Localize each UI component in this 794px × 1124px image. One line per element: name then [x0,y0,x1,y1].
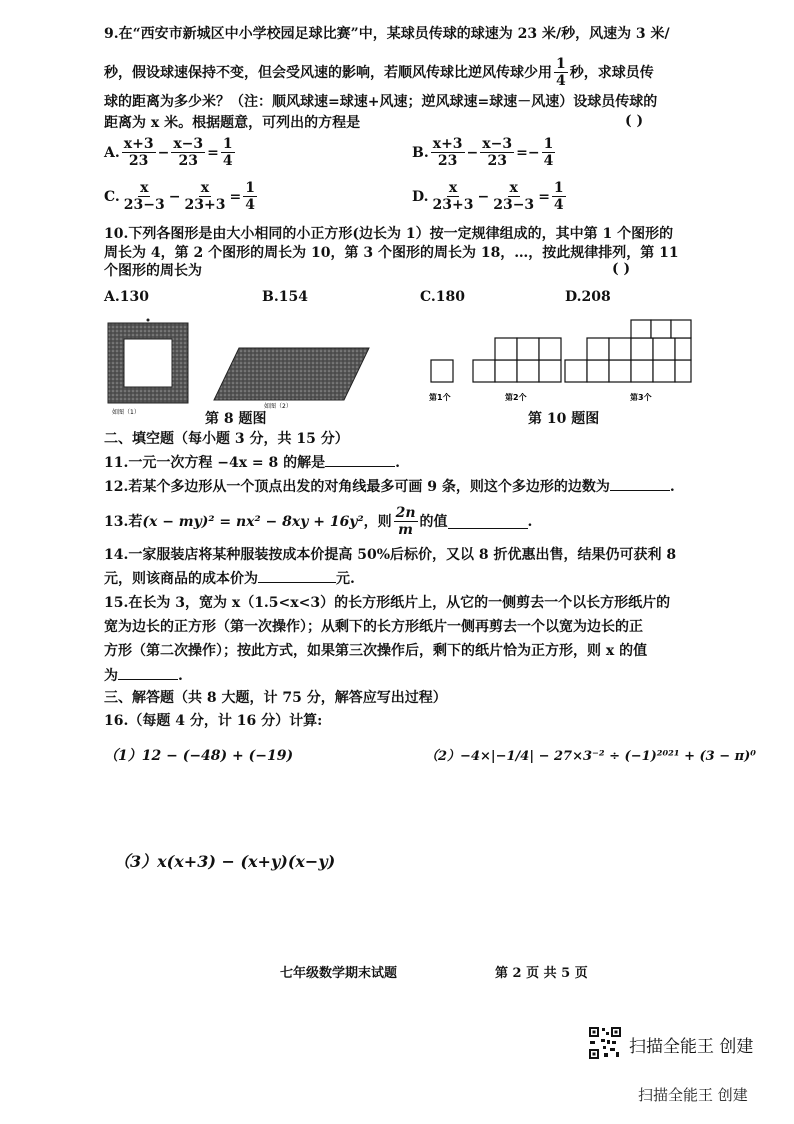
q16-heading: 16.（每题 4 分，计 16 分）计算: [104,713,323,729]
q16-part2: （2）−4×|−1/4| − 27×3⁻² ÷ (−1)²⁰²¹ + (3 − π)⁰ [425,749,756,764]
qr-code-icon [588,1026,622,1060]
q9-line4: 距离为 x 米。根据题意，可列出的方程是 [104,115,361,131]
footer-title: 七年级数学期末试题 [280,966,398,981]
q9-fraction [554,56,568,89]
q13-text-a: 13.若 [104,513,143,530]
frac-den: 23 [128,153,149,169]
opt-frac2 [171,136,205,169]
fig10-shape3-square [565,360,587,382]
frac-num: 1 [222,136,233,152]
q15-line4: 为 . [104,665,183,686]
q9-line3: 球的距离为多少米？（注：顺风球速=球速+风速；逆风球速=球速－风速）设球员传球的 [104,94,658,110]
q10-option-a: A.130 [104,289,149,305]
opt-op: − [466,144,479,161]
opt-frac1 [122,180,167,213]
q13-text-b: ，则 [363,513,392,530]
q13-text-c: 的值 [419,513,448,530]
q9-option-d [412,180,568,213]
fig10-shape3-square [631,338,653,360]
frac-num: x [509,180,518,196]
opt-op: − [168,188,181,205]
opt-eq: = [516,144,528,161]
q12: 12.若某个多边形从一个顶点出发的对角线最多可画 9 条，则这个多边形的边数为 . [104,476,675,497]
opt-op: − [477,188,490,205]
opt-frac3 [542,136,556,169]
opt-frac3 [221,136,235,169]
opt-sign: − [527,144,540,161]
q9-line2-text-a: 秒，假设球速保持不变，但会受风速的影响，若顺风传球比逆风传球少用 [104,64,552,81]
section3-title: 三、解答题（共 8 大题，计 75 分，解答应写出过程） [104,690,447,706]
q15-text-d: 为 [104,668,118,684]
q9-line2-text-b: 秒，求球员传 [569,64,654,81]
opt-frac1 [431,180,476,213]
q10-option-d: D.208 [565,289,611,305]
q9-frac-num: 1 [556,56,566,72]
q10-line2: 周长为 4，第 2 个图形的周长为 10，第 3 个图形的周长为 18，…，按此规律排列，第 11 [104,245,679,261]
q11-text: 11.一元一次方程 −4x = 8 的解是 [104,455,326,471]
q13-frac-num: 2n [395,505,416,521]
q14-blank [258,568,336,583]
opt-eq: = [538,188,550,205]
opt-eq: = [207,144,219,161]
q9-line2 [104,56,654,89]
q10-line3: 个图形的周长为 [104,263,202,279]
frac-den: 4 [553,197,564,213]
frac-num: 1 [553,180,564,196]
q14-line1: 14.一家服装店将某种服装按成本价提高 50%后标价，又以 8 折优惠出售，结果仍可获利 8 [104,547,677,563]
fig10-shape2-square [517,338,539,360]
fig8-label1: 如图（1） [112,409,140,416]
fig10-shape2-square [495,338,517,360]
fig10-shape3-square [653,338,675,360]
fig10-shape1-square [431,360,453,382]
fig10-shape3-square [587,338,609,360]
fig8-parallelogram [214,348,369,400]
q9-option-c [104,180,259,213]
opt-frac1 [122,136,156,169]
frac-den: 4 [543,153,554,169]
q16-part1: （1）12 − (−48) + (−19) [104,748,294,764]
q12-blank [610,476,670,491]
q15-line2: 宽为边长的正方形（第一次操作）；从剩下的长方形纸片一侧再剪去一个以宽为边长的正 [104,619,643,635]
section2-title: 二、填空题（每小题 3 分，共 15 分） [104,431,349,447]
fig10-shape2-square [517,360,539,382]
fig10-shape3-square [609,360,631,382]
fig10-shape3-square [651,320,671,338]
fig10-shape3-square [587,360,609,382]
q13: 13.若 (x − my)² = nx² − 8xy + 16y² ，则 $\frac{2n}{m}$ 的值 . [104,505,533,538]
fig8-inner-square [124,339,172,387]
frac-den: 23−3 [123,197,165,213]
q10-line1: 10.下列各图形是由大小相同的小正方形(边长为 1）按一定规律组成的，其中第 1 个图形的 [104,226,674,242]
footer-page-number: 第 2 页 共 5 页 [495,966,588,981]
q10-option-b: B.154 [262,289,308,305]
fig10-label3: 第3个 [630,393,652,402]
q12-text: 12.若某个多边形从一个顶点出发的对角线最多可画 9 条，则这个多边形的边数为 [104,479,610,495]
frac-den: 23+3 [432,197,474,213]
opt-frac2 [182,180,227,213]
q15-line3: 方形（第二次操作）；按此方式，如果第三次操作后，剩下的纸片恰为正方形，则 x 的值 [104,643,648,659]
opt-frac3 [552,180,566,213]
frac-den: 23−3 [493,197,535,213]
fig10-shape2-square [495,360,517,382]
frac-den: 4 [222,153,233,169]
opt-frac1 [431,136,465,169]
frac-num: x+3 [123,136,154,152]
frac-den: 4 [245,197,255,213]
opt-eq: = [229,188,242,205]
q15-blank [118,665,178,680]
q11: 11.一元一次方程 −4x = 8 的解是 . [104,452,400,473]
q15-line1: 15.在长为 3，宽为 x（1.5<x<3）的长方形纸片上，从它的一侧剪去一个以长方形纸片的 [104,595,671,611]
q9-answer-paren: ( ) [625,113,644,129]
opt-frac3 [243,180,257,213]
fig10-shape3-square [653,360,675,382]
q9-line1: 9.在“西安市新城区中小学校园足球比赛”中，某球员传球的球速为 23 米/秒，风速为 3 米/ [104,26,670,42]
frac-den: 23 [487,153,507,169]
fig10-label2: 第2个 [505,393,527,402]
fig10-shape3-square [609,338,631,360]
figure-10-caption: 第 10 题图 [528,411,600,427]
fig10-shape3-square [631,320,651,338]
opt-label: D. [412,188,429,205]
frac-num: x−3 [482,136,513,152]
frac-den: 23 [178,153,198,169]
q13-frac-den: m [398,522,413,538]
q13-blank [448,514,528,529]
frac-num: 1 [245,180,255,196]
q9-option-b [412,136,557,169]
fig10-shape2-square [473,360,495,382]
frac-num: x [448,180,458,196]
opt-label: A. [104,144,120,161]
q16-part3: （3）x(x+3) − (x+y)(x−y) [114,852,336,871]
frac-den: 23+3 [184,197,226,213]
fig10-shape3-square [631,360,653,382]
fig10-shape2-square [539,338,561,360]
figure-8-caption: 第 8 题图 [205,411,267,427]
figure-8 [104,318,384,418]
q13-expression: (x − my)² = nx² − 8xy + 16y² [142,513,364,530]
opt-frac2 [480,136,514,169]
frac-num: x [200,180,210,196]
q10-option-c: C.180 [420,289,465,305]
frac-num: x [140,180,149,196]
q14-text-b: 元，则该商品的成本价为 [104,571,258,587]
opt-label: B. [412,144,429,161]
fig10-shape3-square [675,338,691,360]
frac-num: 1 [543,136,554,152]
frac-den: 23 [437,153,458,169]
q13-fraction [394,505,418,538]
q14-text-c: 元. [336,571,355,587]
watermark-text: 扫描全能王 创建 [629,1037,754,1057]
fig10-shape2-square [539,360,561,382]
opt-frac2 [491,180,536,213]
q9-frac-den: 4 [556,73,566,89]
fig10-label1: 第1个 [429,393,451,402]
fig8-dot [147,319,150,322]
q11-blank [325,452,395,467]
figure-10 [425,318,695,406]
q9-option-a [104,136,237,169]
q14-line2 [104,568,355,589]
fig10-shape3-square [675,360,691,382]
opt-op: − [157,144,170,161]
frac-num: x−3 [173,136,204,152]
watermark-text-bottom: 扫描全能王 创建 [638,1086,748,1104]
opt-label: C. [104,188,120,205]
fig8-label2: 如图（2） [264,403,292,410]
q10-answer-paren: ( ) [612,261,631,277]
fig10-shape3-square [671,320,691,338]
frac-num: x+3 [432,136,463,152]
